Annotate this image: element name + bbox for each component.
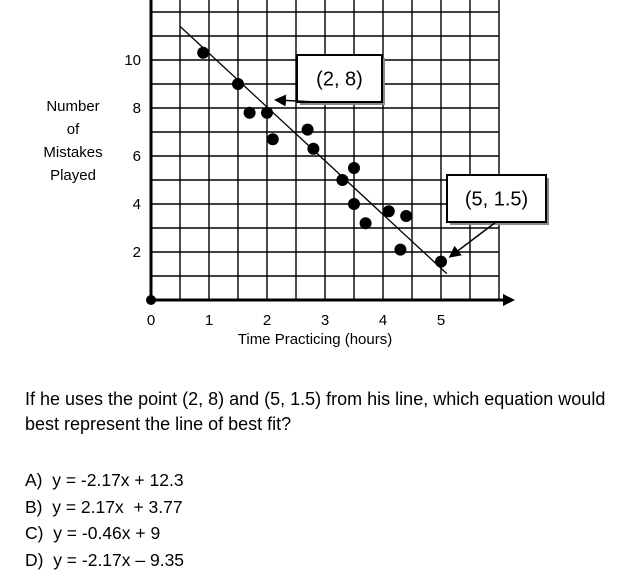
- x-axis-arrow: [503, 294, 515, 306]
- data-point: [435, 256, 447, 268]
- data-point: [336, 174, 348, 186]
- x-tick-label: 1: [204, 312, 214, 329]
- data-point: [232, 78, 244, 90]
- data-point: [307, 143, 319, 155]
- data-point: [267, 133, 279, 145]
- x-tick-label: 4: [378, 312, 388, 329]
- data-point: [400, 210, 412, 222]
- option-c: C) y = -0.46x + 9: [25, 523, 161, 543]
- question-text: If he uses the point (2, 8) and (5, 1.5) from his line, which equation would best represent the line of best fit?: [25, 389, 606, 434]
- callout-label: (2, 8): [316, 68, 363, 91]
- x-tick-label: 0: [146, 312, 156, 329]
- data-point: [348, 198, 360, 210]
- data-point: [197, 47, 209, 59]
- y-tick-label: 2: [132, 244, 141, 261]
- option-d: D) y = -2.17x – 9.35: [25, 549, 185, 570]
- data-point: [360, 217, 372, 229]
- y-tick-label: 4: [132, 196, 141, 213]
- x-axis-label: Time Practicing (hours): [237, 331, 393, 348]
- callout-arrow: [451, 222, 496, 256]
- data-point: [394, 244, 406, 256]
- data-point: [348, 162, 360, 174]
- data-point: [383, 205, 395, 217]
- callout-label: (5, 1.5): [464, 188, 529, 211]
- x-tick-label: 2: [262, 312, 272, 329]
- y-axis-label-line: Mistakes: [43, 144, 103, 161]
- y-tick-label: 8: [132, 100, 141, 117]
- y-axis-label-line: Number: [46, 98, 100, 115]
- data-point: [302, 124, 314, 136]
- y-axis-label-line: of: [66, 121, 80, 138]
- option-a: A) y = -2.17x + 12.3: [25, 470, 184, 490]
- grid: [151, 0, 499, 300]
- data-point: [261, 107, 273, 119]
- x-tick-label: 5: [436, 312, 446, 329]
- data-point: [244, 107, 256, 119]
- option-b: B) y = 2.17x + 3.77: [25, 496, 183, 517]
- tick-labels: [124, 52, 445, 329]
- answer-options: [25, 467, 184, 573]
- y-axis-label-line: Played: [50, 167, 96, 184]
- x-tick-label: 3: [320, 312, 330, 329]
- y-tick-label: 6: [132, 148, 141, 165]
- origin-dot: [146, 295, 156, 305]
- y-tick-label: 10: [124, 52, 141, 69]
- y-axis-label: [30, 95, 116, 187]
